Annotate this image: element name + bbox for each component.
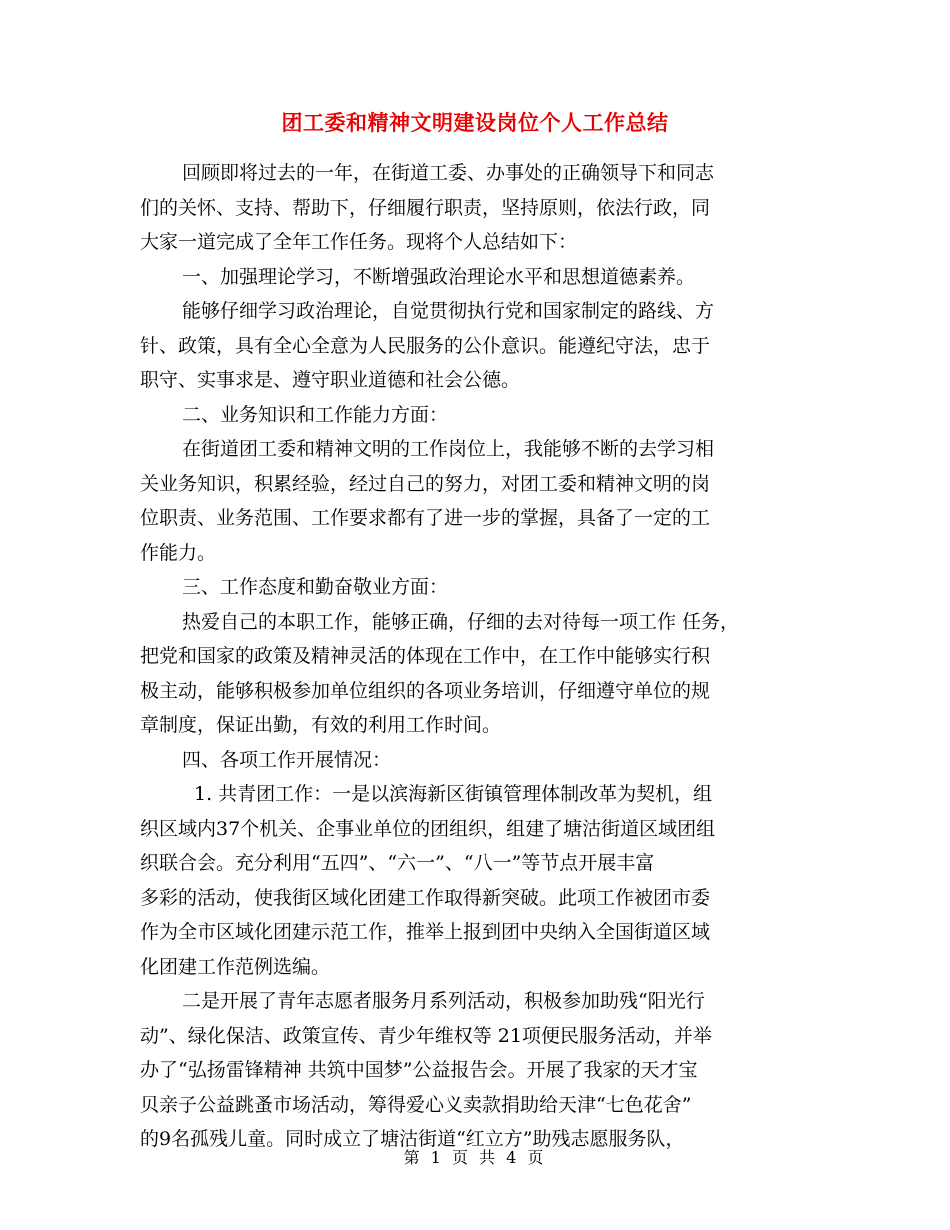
paragraph-line: 二、业务知识和工作能力方面： (182, 403, 449, 426)
paragraph-line: 大家一道完成了全年工作任务。现将个人总结如下： (140, 231, 578, 253)
paragraph-line: 贝亲子公益跳蚤市场活动，筹得爱心义卖款捐助给天津“七色花舍” (140, 1093, 692, 1116)
paragraph-line: 四、各项工作开展情况： (182, 748, 392, 771)
paragraph-line: 能够仔细学习政治理论，自觉贯彻执行党和国家制定的路线、方 (182, 300, 715, 322)
paragraph-line: 的9名孤残儿童。同时成立了塘沽街道“红立方”助残志愿服务队， (140, 1128, 685, 1150)
paragraph-line: 热爱自己的本职工作，能够正确，仔细的去对待每一项工作 任务， (182, 610, 740, 633)
paragraph-line: 二是开展了青年志愿者服务月系列活动，积极参加助残“阳光行 (182, 990, 705, 1012)
paragraph-line: 把党和国家的政策及精神灵活的体现在工作中，在工作中能够实行积 (140, 645, 711, 667)
paragraph-line: 三、工作态度和勤奋敬业方面： (182, 576, 449, 598)
paragraph-line: 织联合会。充分利用“五四”、“六一”、“八一”等节点开展丰富 (140, 852, 655, 874)
page-footer: 第 1 页 共 4 页 (403, 1148, 547, 1167)
document-title: 团工委和精神文明建设岗位个人工作总结 (281, 111, 669, 135)
paragraph-line: 织区域内37个机关、企事业单位的团组织，组建了塘沽街道区域团组 (140, 817, 716, 840)
paragraph-line: 动”、绿化保洁、政策宣传、青少年维权等 21项便民服务活动，并举 (140, 1024, 712, 1047)
paragraph-line: 作能力。 (140, 541, 217, 564)
paragraph-line: 职守、实事求是、遵守职业道德和社会公德。 (140, 369, 521, 391)
paragraph-line: 关业务知识，积累经验，经过自己的努力，对团工委和精神文明的岗 (140, 472, 711, 495)
paragraph-line: 作为全市区域化团建示范工作，推举上报到团中央纳入全国街道区域 (140, 921, 711, 943)
paragraph-line: 回顾即将过去的一年，在街道工委、办事处的正确领导下和同志 (182, 162, 715, 184)
paragraph-line: 极主动，能够积极参加单位组织的各项业务培训，仔细遵守单位的规 (140, 679, 711, 702)
paragraph-line: 章制度，保证出勤，有效的利用工作时间。 (140, 714, 502, 736)
paragraph-line: 一、加强理论学习，不断增强政治理论水平和思想道德素养。 (182, 265, 696, 288)
paragraph-line: 在街道团工委和精神文明的工作岗位上，我能够不断的去学习相 (182, 438, 715, 460)
paragraph-line: 1. 共青团工作：一是以滨海新区街镇管理体制改革为契机，组 (194, 783, 713, 805)
paragraph-line: 办了“弘扬雷锋精神 共筑中国梦”公益报告会。开展了我家的天才宝 (140, 1059, 698, 1081)
document-body (140, 156, 820, 1157)
paragraph-line: 位职责、业务范围、工作要求都有了进一步的掌握，具备了一定的工 (140, 507, 711, 529)
paragraph-line: 针、政策，具有全心全意为人民服务的公仆意识。能遵纪守法，忠于 (140, 334, 711, 357)
paragraph-line: 化团建工作范例选编。 (140, 955, 331, 978)
paragraph-line: 多彩的活动，使我街区域化团建工作取得新突破。此项工作被团市委 (140, 886, 711, 909)
paragraph-line: 们的关怀、支持、帮助下，仔细履行职责，坚持原则，依法行政，同 (140, 196, 711, 219)
